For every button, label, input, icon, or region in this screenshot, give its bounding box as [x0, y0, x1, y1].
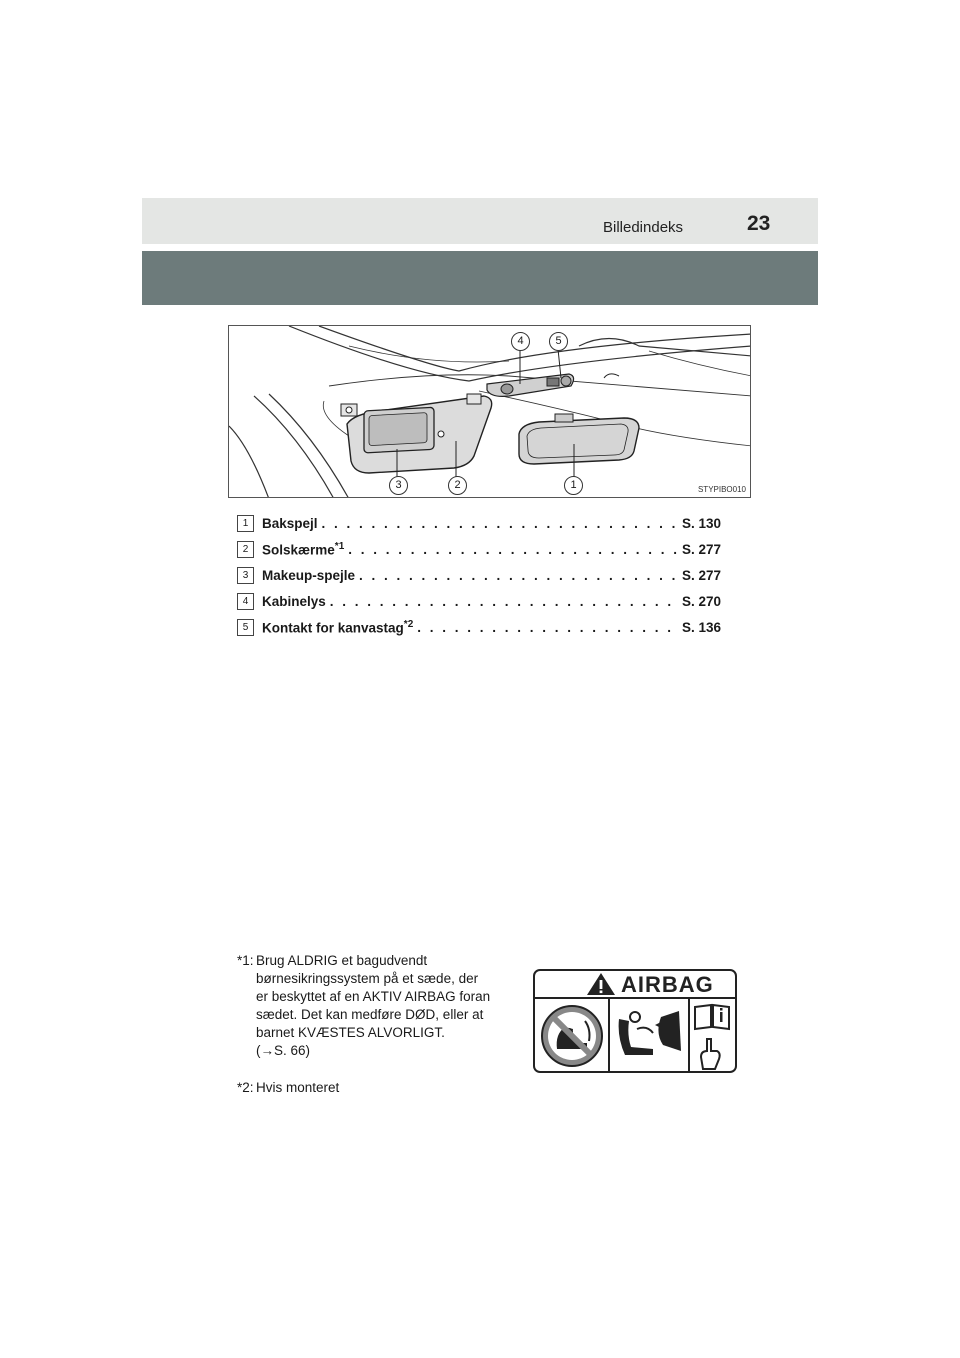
index-label: Bakspejl	[262, 515, 318, 531]
footnote-line: barnet KVÆSTES ALVORLIGT.	[256, 1025, 445, 1040]
callout-4: 4	[511, 332, 530, 351]
page-ref[interactable]: S. 130	[681, 515, 721, 531]
footnote-line: sædet. Det kan medføre DØD, eller at	[256, 1007, 484, 1022]
callout-1: 1	[564, 476, 583, 495]
index-number: 2	[237, 541, 254, 558]
callout-5: 5	[549, 332, 568, 351]
section-title: Billedindeks	[603, 219, 684, 236]
leader-dots	[359, 568, 678, 583]
page-ref[interactable]: S. 270	[681, 593, 721, 609]
index-row-canvas-top-switch[interactable]	[237, 614, 721, 640]
page-ref[interactable]: S. 277	[681, 541, 721, 557]
index-label: Kontakt for kanvastag	[262, 620, 404, 636]
footnote-1	[237, 952, 512, 1060]
index-label: Kabinelys	[262, 593, 326, 609]
index-row-vanity-mirrors[interactable]	[237, 562, 721, 588]
index-row-rearview-mirror[interactable]	[237, 510, 721, 536]
page-number: 23	[747, 212, 771, 235]
footnote-line: børnesikringssystem på et sæde, der	[256, 971, 479, 986]
leader-dots	[417, 620, 678, 635]
index-number: 5	[237, 619, 254, 636]
callout-2: 2	[448, 476, 467, 495]
footnote-2	[237, 1079, 512, 1097]
page-ref[interactable]: S. 136	[681, 619, 721, 635]
index-row-sun-visors[interactable]	[237, 536, 721, 562]
leader-dots	[322, 516, 678, 531]
footnote-ref: *1	[334, 540, 345, 552]
index-label: Makeup-spejle	[262, 567, 356, 583]
index-number: 4	[237, 593, 254, 610]
headliner-drawing	[229, 326, 751, 498]
footnote-mark: *1:	[237, 953, 254, 968]
footnote-text: Hvis monteret	[256, 1080, 340, 1095]
component-index	[237, 510, 721, 640]
footnote-page-link[interactable]: (→S. 66)	[256, 1043, 311, 1058]
leader-dots	[348, 542, 678, 557]
callout-3: 3	[389, 476, 408, 495]
index-number: 3	[237, 567, 254, 584]
footnote-line: Brug ALDRIG et bagudvendt	[256, 953, 428, 968]
leader-dots	[330, 594, 678, 609]
footnote-mark: *2:	[237, 1080, 254, 1095]
interior-illustration	[228, 325, 751, 498]
footnote-line: er beskyttet af en AKTIV AIRBAG foran	[256, 989, 491, 1004]
figure-code: STYPIBO010	[697, 485, 746, 494]
index-row-interior-lights[interactable]	[237, 588, 721, 614]
no-rear-facing-seat-icon	[542, 1006, 602, 1066]
warning-triangle-icon	[585, 971, 617, 997]
header-bar	[142, 198, 818, 244]
footnote-ref: *2	[403, 618, 414, 630]
section-band	[142, 251, 818, 305]
index-label: Solskærme	[262, 542, 335, 558]
seat-airbag-icon	[619, 1011, 681, 1055]
page-ref[interactable]: S. 277	[681, 567, 721, 583]
airbag-title: AIRBAG	[621, 972, 714, 997]
airbag-pictograms	[535, 999, 735, 1073]
index-number: 1	[237, 515, 254, 532]
airbag-warning-label	[533, 969, 737, 1073]
read-manual-icon	[695, 1005, 729, 1069]
